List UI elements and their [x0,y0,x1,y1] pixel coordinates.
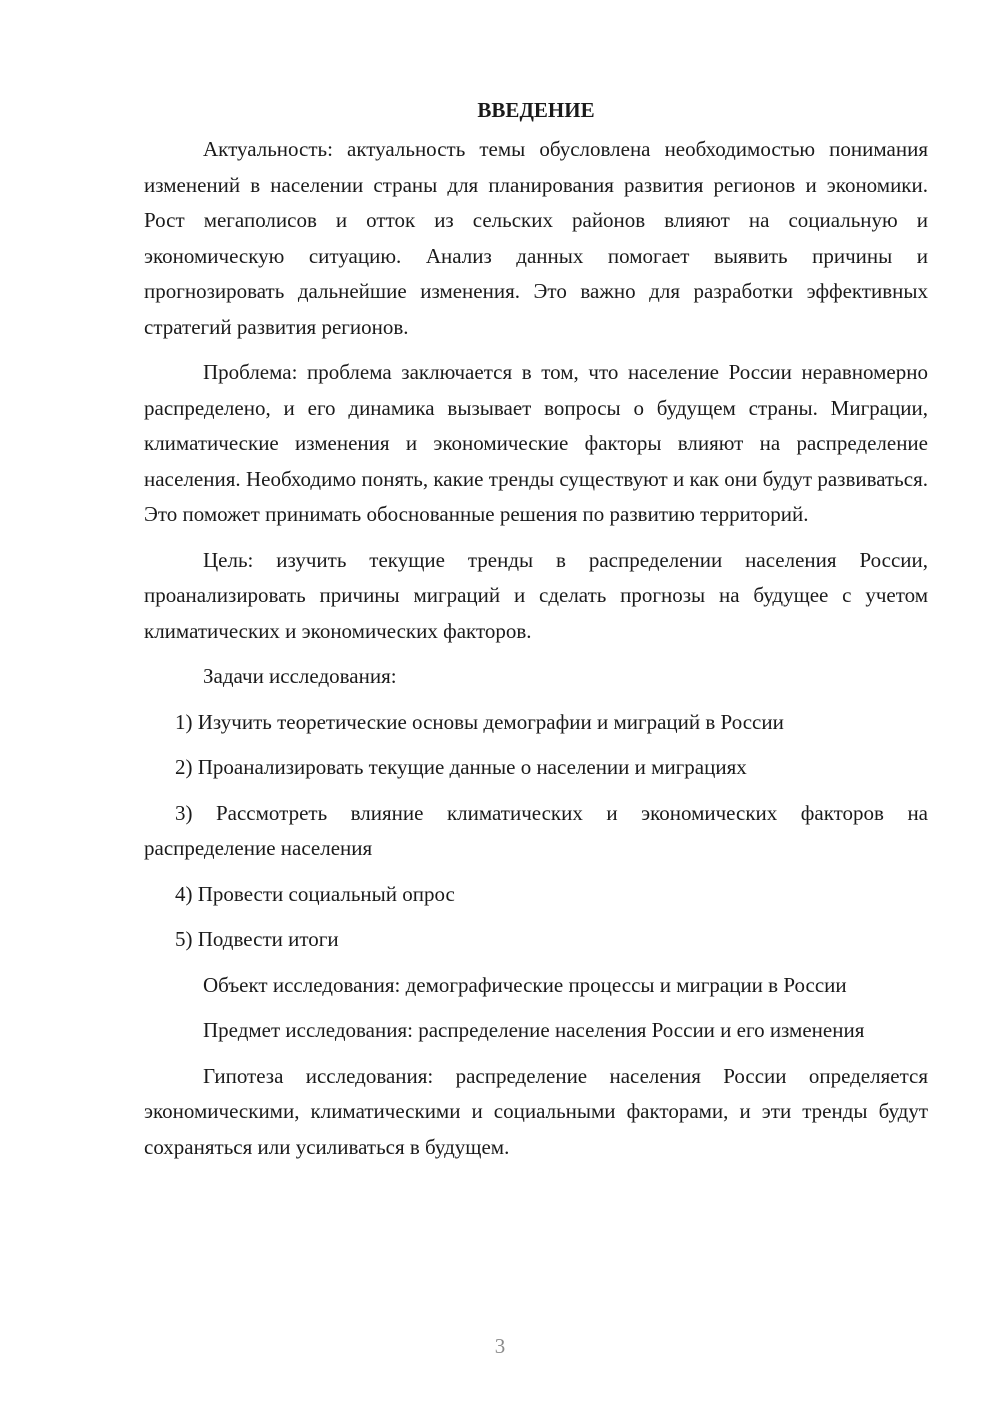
task-item: 1) Изучить теоретические основы демографии и миграций в России [175,709,784,734]
tasks-list [144,705,928,958]
task-item: 4) Провести социальный опрос [175,881,455,906]
page-number: 3 [494,1334,506,1358]
problem-paragraph: Проблема: проблема заключается в том, что население России неравномерно распределено, и его динамика вызывает вопросы о будущем страны. Миграции, климатические изменения и экономические факторы влияют на распределение населения. Необходимо понять, какие тренды существуют и как они будут развиваться. Это поможет принимать обоснованные решения по развитию территорий. [144,360,928,526]
goal-paragraph: Цель: изучить текущие тренды в распределении населения России, проанализировать причины миграций и сделать прогнозы на будущее с учетом климатических и экономических факторов. [144,547,928,643]
subject-paragraph: Предмет исследования: распределение населения России и его изменения [203,1018,865,1042]
section-title: ВВЕДЕНИЕ [477,98,595,122]
tasks-heading: Задачи исследования: [203,664,397,688]
hypothesis-paragraph: Гипотеза исследования: распределение населения России определяется экономическими, климатическими и социальными факторами, и эти тренды будут сохраняться или усиливаться в будущем. [144,1063,928,1159]
task-item: 2) Проанализировать текущие данные о населении и миграциях [175,755,747,779]
task-item: 5) Подвести итоги [175,927,339,951]
task-item: 3) Рассмотреть влияние климатических и экономических факторов на распределение населения [144,800,928,860]
relevance-paragraph: Актуальность: актуальность темы обусловлена необходимостью понимания изменений в населении страны для планирования развития регионов и экономики. Рост мегаполисов и отток из сельских районов влияют на социальную и экономическую ситуацию. Анализ данных помогает выявить причины и прогнозировать дальнейшие изменения. Это важно для разработки эффективных стратегий развития регионов. [144,137,928,339]
object-paragraph: Объект исследования: демографические процессы и миграции в России [203,972,847,997]
document-page [144,92,928,1175]
